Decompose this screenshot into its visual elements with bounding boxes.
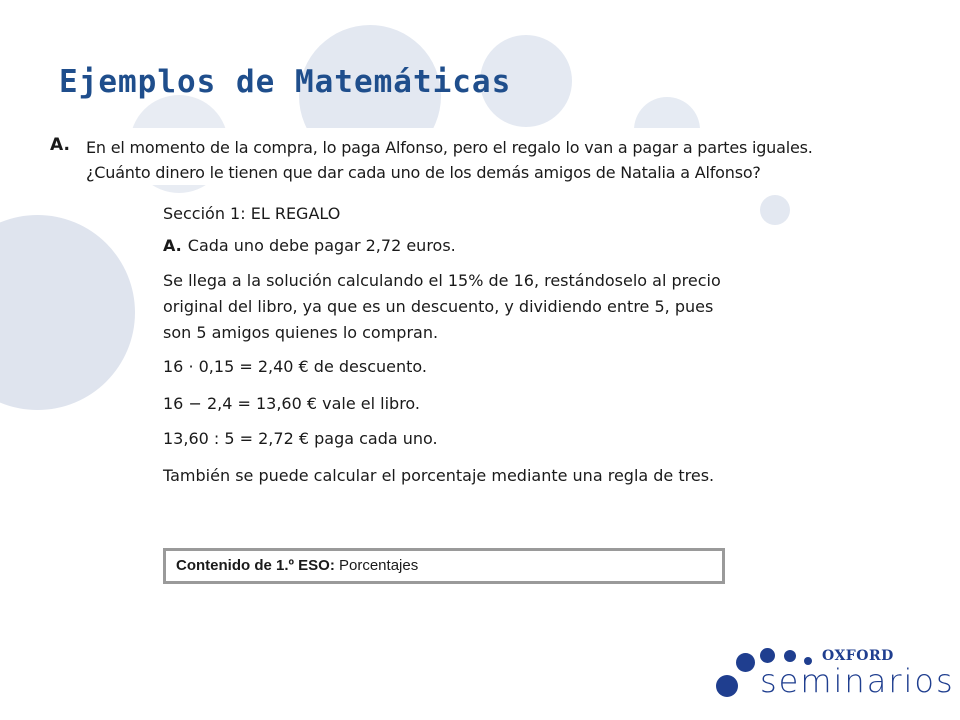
question-block xyxy=(46,128,926,185)
equation-3: 13,60 : 5 = 2,72 € paga cada uno. xyxy=(163,429,438,448)
answer-letter: A. xyxy=(163,236,182,255)
answer-note: También se puede calcular el porcentaje mediante una regla de tres. xyxy=(163,466,715,485)
oxford-seminarios-logo xyxy=(705,640,955,710)
section-heading: Sección 1: EL REGALO xyxy=(163,204,341,223)
content-label: Contenido de 1.º ESO: xyxy=(176,557,335,574)
logo-brand: OXFORD xyxy=(822,648,894,664)
logo-name: seminarios xyxy=(760,662,955,700)
answer-summary-line xyxy=(163,236,456,255)
question-text xyxy=(86,135,813,185)
question-line-1: En el momento de la compra, lo paga Alfonso, pero el regalo lo van a pagar a partes iguales. xyxy=(86,138,813,157)
equation-2: 16 − 2,4 = 13,60 € vale el libro. xyxy=(163,394,421,413)
logo-dot xyxy=(736,653,755,672)
decorative-circle xyxy=(760,195,790,225)
content-value: Porcentajes xyxy=(339,557,419,574)
equation-1: 16 · 0,15 = 2,40 € de descuento. xyxy=(163,357,428,376)
answer-summary: Cada uno debe pagar 2,72 euros. xyxy=(187,236,456,255)
question-letter: A. xyxy=(50,135,70,155)
logo-dot xyxy=(760,648,775,663)
answer-block xyxy=(140,195,760,605)
decorative-circle xyxy=(0,215,135,410)
page-title: Ejemplos de Matemáticas xyxy=(59,64,512,100)
logo-dot xyxy=(784,650,796,662)
logo-dot xyxy=(716,675,738,697)
answer-explanation: Se llega a la solución calculando el 15% de 16, restándoselo al precio original del libro, ya que es un descuento, y dividiendo entre 5, pues son 5 amigos quienes lo compran. xyxy=(163,271,721,342)
content-box xyxy=(163,548,725,584)
question-line-2: ¿Cuánto dinero le tienen que dar cada uno de los demás amigos de Natalia a Alfonso? xyxy=(86,163,761,182)
